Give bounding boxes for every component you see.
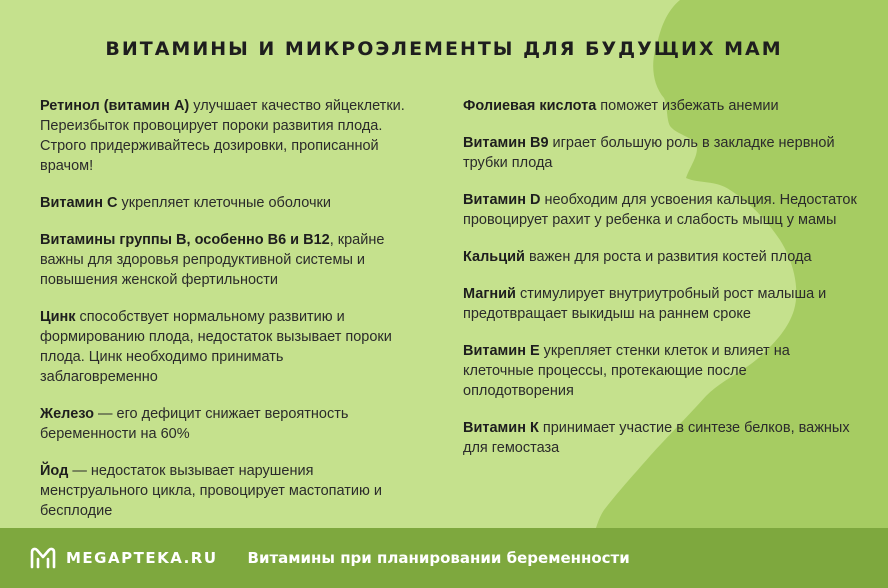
fact-zinc: Цинк способствует нормальному развитию и формированию плода, недостаток вызывает пороки плода. Цинк необходимо принимать заблаговременно: [40, 309, 392, 385]
footer-caption: Витамины при планировании беременности: [247, 549, 630, 567]
fact-calcium: Кальций важен для роста и развития костей плода: [463, 249, 812, 265]
m-logo-icon: [30, 547, 56, 569]
fact-vitamin-b9: Витамин В9 играет большую роль в закладке нервной трубки плода: [463, 135, 835, 171]
fact-folic-acid: Фолиевая кислота поможет избежать анемии: [463, 98, 779, 114]
fact-iodine: Йод — недостаток вызывает нарушения менструального цикла, провоцирует мастопатию и бесплодие: [40, 463, 383, 519]
fact-magnesium: Магний стимулирует внутриутробный рост малыша и предотвращает выкидыш на раннем сроке: [463, 286, 827, 322]
fact-iron: Железо — его дефицит снижает вероятность беременности на 60%: [40, 406, 349, 442]
brand-logo[interactable]: [30, 547, 218, 569]
footer-bar: [0, 528, 888, 588]
fact-retinol: Ретинол (витамин А) улучшает качество яйцеклетки. Переизбыток провоцирует пороки развития плода. Строго придерживайтесь дозировки, прописанной врачом!: [40, 98, 405, 174]
fact-vitamin-k: Витамин К принимает участие в синтезе белков, важных для гемостаза: [463, 420, 850, 456]
fact-vitamin-c: Витамин С укрепляет клеточные оболочки: [40, 195, 331, 211]
fact-vitamin-e: Витамин Е укрепляет стенки клеток и влияет на клеточные процессы, протекающие после оплодотворения: [463, 343, 790, 399]
fact-vitamin-d: Витамин D необходим для усвоения кальция. Недостаток провоцирует рахит у ребенка и слабость мышц у мамы: [463, 192, 857, 228]
fact-vitamin-b: Витамины группы В, особенно В6 и В12, крайне важны для здоровья репродуктивной системы и повышения женской фертильности: [40, 232, 385, 288]
right-column: [463, 96, 858, 475]
brand-name: MEGAPTEKA.RU: [66, 549, 218, 567]
page-title: ВИТАМИНЫ И МИКРОЭЛЕМЕНТЫ ДЛЯ БУДУЩИХ МАМ: [105, 38, 783, 60]
left-column: [40, 96, 405, 528]
